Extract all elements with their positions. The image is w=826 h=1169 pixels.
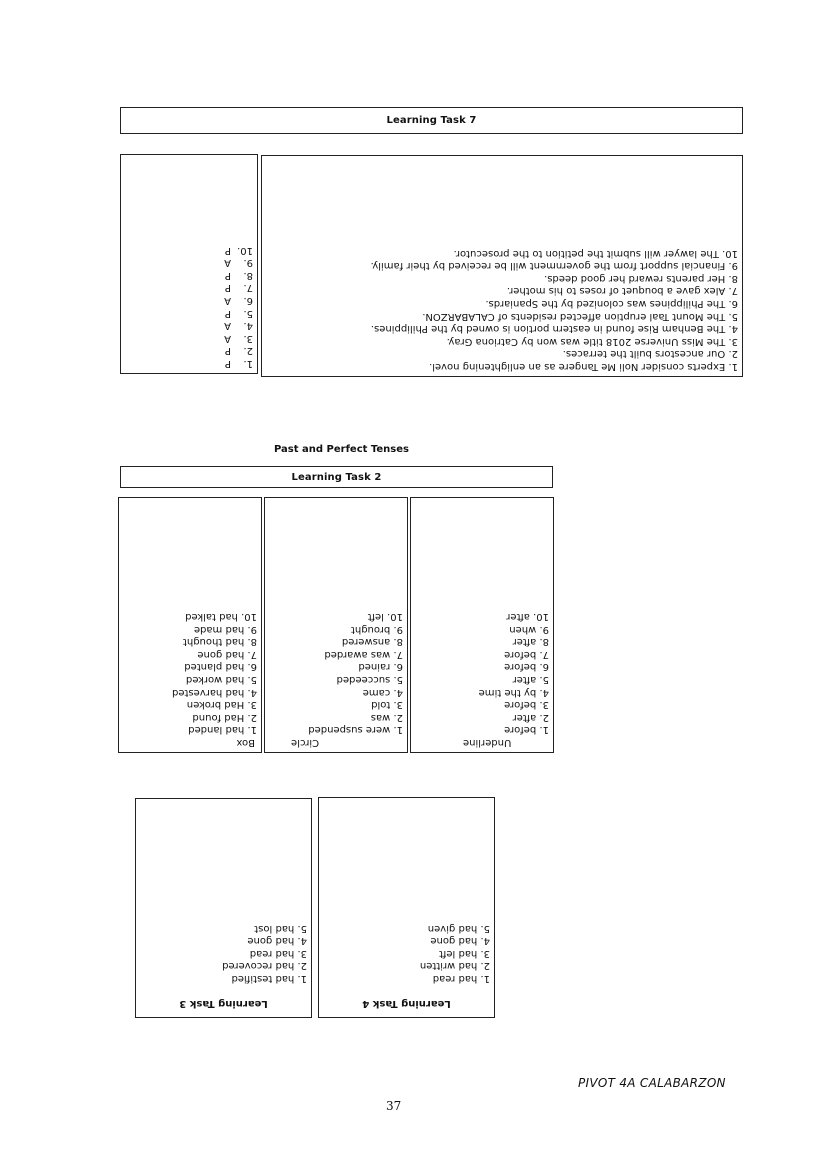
task2-item: 2. Had found — [192, 711, 257, 723]
task2-item: 8. answered — [341, 636, 403, 648]
task2-item: 10. after — [506, 611, 549, 623]
task4-item: 3. had left — [439, 947, 490, 959]
task7-sentence: 8. Her parents reward her good deeds. — [544, 272, 738, 284]
task7-title-box — [120, 107, 743, 134]
task7-answer-row: 2. P — [224, 345, 253, 357]
task4-title: Learning Task 4 — [362, 998, 451, 1009]
task2-item: 7. before — [504, 648, 549, 660]
section-heading: Past and Perfect Tenses — [274, 444, 409, 455]
task7-answer-list — [127, 161, 253, 369]
task2-item: 9. when — [509, 623, 549, 635]
task3-item: 2. had recovered — [222, 960, 307, 972]
task7-sentence: 9. Financial support from the government will be received by their family. — [370, 260, 738, 272]
task7-sentence-list — [266, 160, 738, 372]
task2-item: 6. had planted — [184, 661, 257, 673]
task3-box — [135, 798, 312, 1018]
task7-sentence: 3. The Miss Universe 2018 title was won by Catriona Gray. — [446, 335, 738, 347]
task2-item: 2. after — [512, 711, 549, 723]
task7-sentence: 7. Alex gave a bouquet of roses to his mother. — [506, 285, 738, 297]
task7-sentence-box — [261, 155, 743, 377]
task2-item: 5. had worked — [185, 674, 257, 686]
task2-item: 3. told — [371, 699, 403, 711]
task7-answer-row: 7. P — [224, 282, 253, 294]
task3-item: 5. had lost — [254, 922, 307, 934]
task2-item: 1. were suspended — [308, 724, 403, 736]
task3-title: Learning Task 3 — [179, 998, 268, 1009]
task2-underline-list — [415, 502, 549, 748]
task7-answer-row: 4. A — [224, 320, 253, 332]
task2-box-list — [123, 502, 257, 748]
task2-item: 1. had landed — [188, 724, 257, 736]
task3-item: 4. had gone — [247, 935, 307, 947]
task4-item: 1. had read — [432, 973, 490, 984]
task2-item: 9. had made — [193, 623, 257, 635]
task3-item: 3. had read — [249, 947, 307, 959]
task2-item: 7. had gone — [197, 648, 257, 660]
task2-item: 6. before — [504, 661, 549, 673]
task7-title: Learning Task 7 — [386, 115, 477, 126]
task2-item: 10. left — [367, 611, 403, 623]
task2-item: 6. rained — [358, 661, 403, 673]
task2-item: 1. before — [504, 724, 549, 736]
task2-item: 3. Had broken — [186, 699, 257, 711]
task4-content — [323, 802, 490, 1013]
task2-title-box — [120, 466, 553, 488]
task2-underline-column — [410, 497, 554, 753]
task2-item: 8. after — [512, 636, 549, 648]
task4-item: 4. had gone — [430, 935, 490, 947]
task7-answer-row: 3. A — [224, 332, 253, 344]
task4-item: 5. had given — [427, 922, 490, 934]
task7-answer-row: 8. P — [224, 269, 253, 281]
task4-box — [318, 797, 495, 1018]
task7-sentence: 10. The lawyer will submit the petition to the prosecutor. — [453, 247, 738, 259]
task3-content — [140, 803, 307, 1013]
task7-sentence: 4. The Benham Rise found in eastern portion is owned by the Philippines. — [370, 323, 738, 335]
task2-item: 10. had talked — [185, 611, 257, 623]
task3-item: 1. had testified — [231, 973, 307, 984]
task2-item: 4. had harvested — [172, 686, 257, 698]
task2-circle-column — [264, 497, 408, 753]
task2-circle-list — [269, 502, 403, 748]
page-number: 37 — [386, 1099, 402, 1113]
task2-item: 4. came — [362, 686, 403, 698]
task2-title: Learning Task 2 — [291, 471, 382, 483]
task2-item: 5. after — [512, 674, 549, 686]
task2-column-header: Underline — [463, 737, 512, 748]
task7-answer-row: 5. P — [224, 307, 253, 319]
task2-column-header: Circle — [291, 737, 320, 748]
task2-item: 9. brought — [350, 623, 403, 635]
task2-box-column — [118, 497, 262, 753]
task4-item: 2. had written — [419, 960, 490, 972]
task2-item: 2. was — [370, 711, 403, 723]
task7-sentence: 2. Our ancestors built the terraces. — [562, 348, 738, 360]
task7-answer-row: 1. P — [224, 358, 253, 369]
task7-sentence: 5. The Mount Taal eruption affected residents of CALABARZON. — [422, 310, 738, 322]
task7-answer-row: 6. A — [224, 295, 253, 307]
task2-item: 8. had thought — [182, 636, 257, 648]
task7-sentence: 1. Experts consider Noli Me Tangere as an enlightening novel. — [429, 361, 738, 372]
task7-sentence: 6. The Philippines was colonized by the Spaniards. — [485, 298, 738, 310]
task2-item: 7. was awarded — [324, 648, 403, 660]
task7-answer-row: 9. A — [224, 257, 253, 269]
task7-answer-box — [120, 154, 258, 374]
footer-brand: PIVOT 4A CALABARZON — [578, 1076, 726, 1090]
task7-answer-row: 10. P — [224, 244, 253, 256]
task2-item: 5. succeeded — [336, 674, 403, 686]
task2-column-header: Box — [236, 737, 255, 748]
task2-item: 3. before — [504, 699, 549, 711]
task2-item: 4. by the time — [478, 686, 549, 698]
